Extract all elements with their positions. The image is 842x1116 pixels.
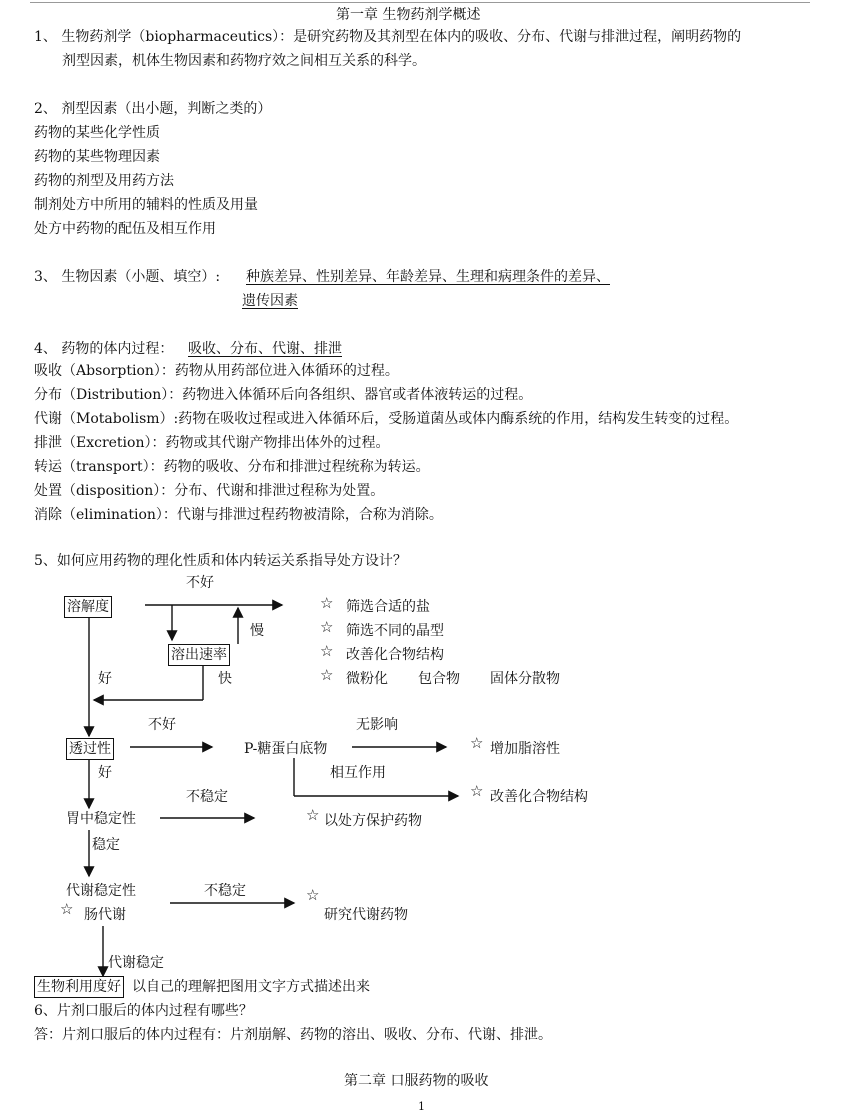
q4-def-distribution: 分布（Distribution）：药物进入体循环后向各组织、器官或者体液转运的过程。	[34, 387, 533, 403]
node-metabolic-stability: 代谢稳定性	[66, 883, 136, 899]
option-inclusion: 包合物	[418, 671, 460, 687]
star-icon: ☆	[470, 782, 484, 800]
q2-item: 药物的剂型及用药方法	[34, 173, 174, 189]
label-unstable-2: 不稳定	[204, 883, 246, 899]
q2-item: 药物的某些物理因素	[34, 149, 160, 165]
q2-item: 处方中药物的配伍及相互作用	[34, 221, 216, 237]
star-icon: ☆	[306, 806, 320, 824]
option-solid-dispersion: 固体分散物	[490, 671, 560, 687]
node-solubility: 溶解度	[64, 596, 112, 618]
q1-line2: 剂型因素，机体生物因素和药物疗效之间相互关系的科学。	[62, 53, 426, 69]
option-modify-structure: 改善化合物结构	[346, 647, 444, 663]
label-fast: 快	[218, 671, 232, 687]
q4-def-metabolism: 代谢（Motabolism）:药物在吸收过程或进入体循环后，受肠道菌丛或体内酶系统的作用，结构发生转变的过程。	[34, 411, 739, 427]
label-unstable: 不稳定	[186, 789, 228, 805]
option-micronize: 微粉化	[346, 671, 388, 687]
star-icon: ☆	[320, 666, 334, 684]
label-not-good: 不好	[186, 575, 214, 591]
q3-prefix: 3、 生物因素（小题、填空）:	[34, 269, 221, 285]
q2-heading: 2、 剂型因素（出小题，判断之类的）	[34, 101, 272, 117]
star-icon: ☆	[306, 886, 320, 904]
chapter2-title: 第二章 口服药物的吸收	[344, 1073, 489, 1089]
label-stable: 稳定	[92, 837, 120, 853]
label-metabolic-stable: 代谢稳定	[108, 955, 164, 971]
q3-underlined-2: 遗传因素	[242, 293, 298, 309]
q1-line1: 1、 生物药剂学（biopharmaceutics）：是研究药物及其剂型在体内的吸收、分布、代谢与排泄过程，阐明药物的	[34, 29, 742, 45]
q4-def-elimination: 消除（elimination）：代谢与排泄过程药物被清除，合称为消除。	[34, 507, 443, 523]
label-slow: 慢	[250, 623, 264, 639]
q5-note: 以自己的理解把图用文字方式描述出来	[132, 979, 370, 995]
node-gastric-stability: 胃中稳定性	[66, 811, 136, 827]
q4-def-absorption: 吸收（Absorption）：药物从用药部位进入体循环的过程。	[34, 363, 399, 379]
option-modify-structure-2: 改善化合物结构	[490, 789, 588, 805]
chapter1-title: 第一章 生物药剂学概述	[336, 7, 481, 23]
page-number: 1	[418, 1100, 425, 1113]
q2-item: 药物的某些化学性质	[34, 125, 160, 141]
option-research-metabolite: 研究代谢药物	[324, 907, 408, 923]
q4-def-transport: 转运（transport）：药物的吸收、分布和排泄过程统称为转运。	[34, 459, 430, 475]
q4-underlined: 吸收、分布、代谢、排泄	[188, 341, 342, 357]
star-icon: ☆	[470, 734, 484, 752]
q3-underlined-1: 种族差异、性别差异、年龄差异、生理和病理条件的差异、	[246, 269, 610, 285]
label-interaction: 相互作用	[330, 765, 386, 781]
label-good: 好	[98, 671, 112, 687]
node-dissolution-rate: 溶出速率	[168, 644, 230, 666]
option-crystal: 筛选不同的晶型	[346, 623, 444, 639]
star-icon: ☆	[320, 642, 334, 660]
option-salt: 筛选合适的盐	[346, 599, 430, 615]
option-lipophilicity: 增加脂溶性	[490, 741, 560, 757]
top-rule	[30, 2, 810, 3]
label-not-good-2: 不好	[148, 717, 176, 733]
node-gut-metabolism: 肠代谢	[84, 907, 126, 923]
node-bioavailability: 生物利用度好	[34, 976, 124, 998]
q6-answer: 答：片剂口服后的体内过程有：片剂崩解、药物的溶出、吸收、分布、代谢、排泄。	[34, 1027, 552, 1043]
q4-def-excretion: 排泄（Excretion）：药物或其代谢产物排出体外的过程。	[34, 435, 390, 451]
star-icon: ☆	[320, 594, 334, 612]
q5-heading: 5、如何应用药物的理化性质和体内转运关系指导处方设计？	[34, 553, 407, 569]
q6-heading: 6、片剂口服后的体内过程有哪些？	[34, 1003, 253, 1019]
label-good-2: 好	[98, 765, 112, 781]
q2-item: 制剂处方中所用的辅料的性质及用量	[34, 197, 258, 213]
option-protect: 以处方保护药物	[324, 813, 422, 829]
node-permeability: 透过性	[66, 738, 114, 760]
node-pgp-substrate: P-糖蛋白底物	[244, 741, 328, 757]
q4-prefix: 4、 药物的体内过程：	[34, 341, 174, 357]
star-icon: ☆	[60, 900, 74, 918]
star-icon: ☆	[320, 618, 334, 636]
label-no-effect: 无影响	[356, 717, 398, 733]
q4-def-disposition: 处置（disposition）：分布、代谢和排泄过程称为处置。	[34, 483, 385, 499]
